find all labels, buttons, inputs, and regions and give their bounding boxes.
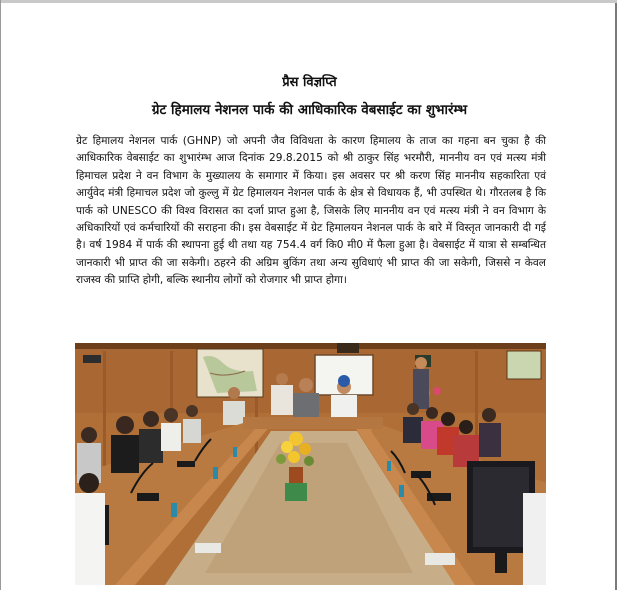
meeting-photo	[75, 343, 546, 585]
press-release-body: ग्रेट हिमालय नेशनल पार्क (GHNP) जो अपनी जैव विविधता के कारण हिमालय के ताज का गहना बन चुका है की आधिकारिक वेबसाईट का शुभारंम्भ आज दिनांक 29.8.2015 को श्री ठाकुर सिंह भरमौरी, माननीय वन एवं मत्स्य मंत्री हिमाचल प्रदेश ने वन विभाग के मुख्यालय के समागार में किया। इस अवसर पर श्री करण सिंह माननीय सहकारिता एवं आर्युवेद मंत्री हिमाचल प्रदेश जो कुल्लु में ग्रेट हिमालयन नेशनल पार्क के क्षेत्र से विधायक हैं, भी उपस्थित थे। गौरतलब है कि पार्क को UNESCO की विश्व विरासत का दर्जा प्राप्त हुआ है, जिसके लिए माननीय वन एवं मत्स्य मंत्री ने वन विभाग के अधिकारियों एवं कर्मचारियों की सराहना की। इस वेबसाईट में ग्रेट हिमालयन नेशनल पार्क के बारे में विस्तृत जानकारी दी गई है। वर्ष 1984 में पार्क की स्थापना हुई थी तथा यह 754.4 वर्ग कि0 मी0 में फैला हुआ है। वेबसाईट में यात्रा से सम्बन्धित जानकारी भी प्राप्त की जा सकेगी। ठहरने की अग्रिम बुकिंग तथा अन्य सुविधाएं भी प्राप्त की जा सकेगी, जिससे न केवल राजस्व की प्राप्ति होगी, बल्कि स्थानीय लोगों को रोजगार भी प्राप्त होगा।	[76, 135, 546, 287]
document-subheading: ग्रेट हिमालय नेशनल पार्क की आधिकारिक वेबसाईट का शुभारंम्भ	[151, 102, 468, 118]
document-heading: प्रैस विज्ञप्ति	[282, 75, 337, 90]
page-top-edge	[1, 0, 617, 3]
